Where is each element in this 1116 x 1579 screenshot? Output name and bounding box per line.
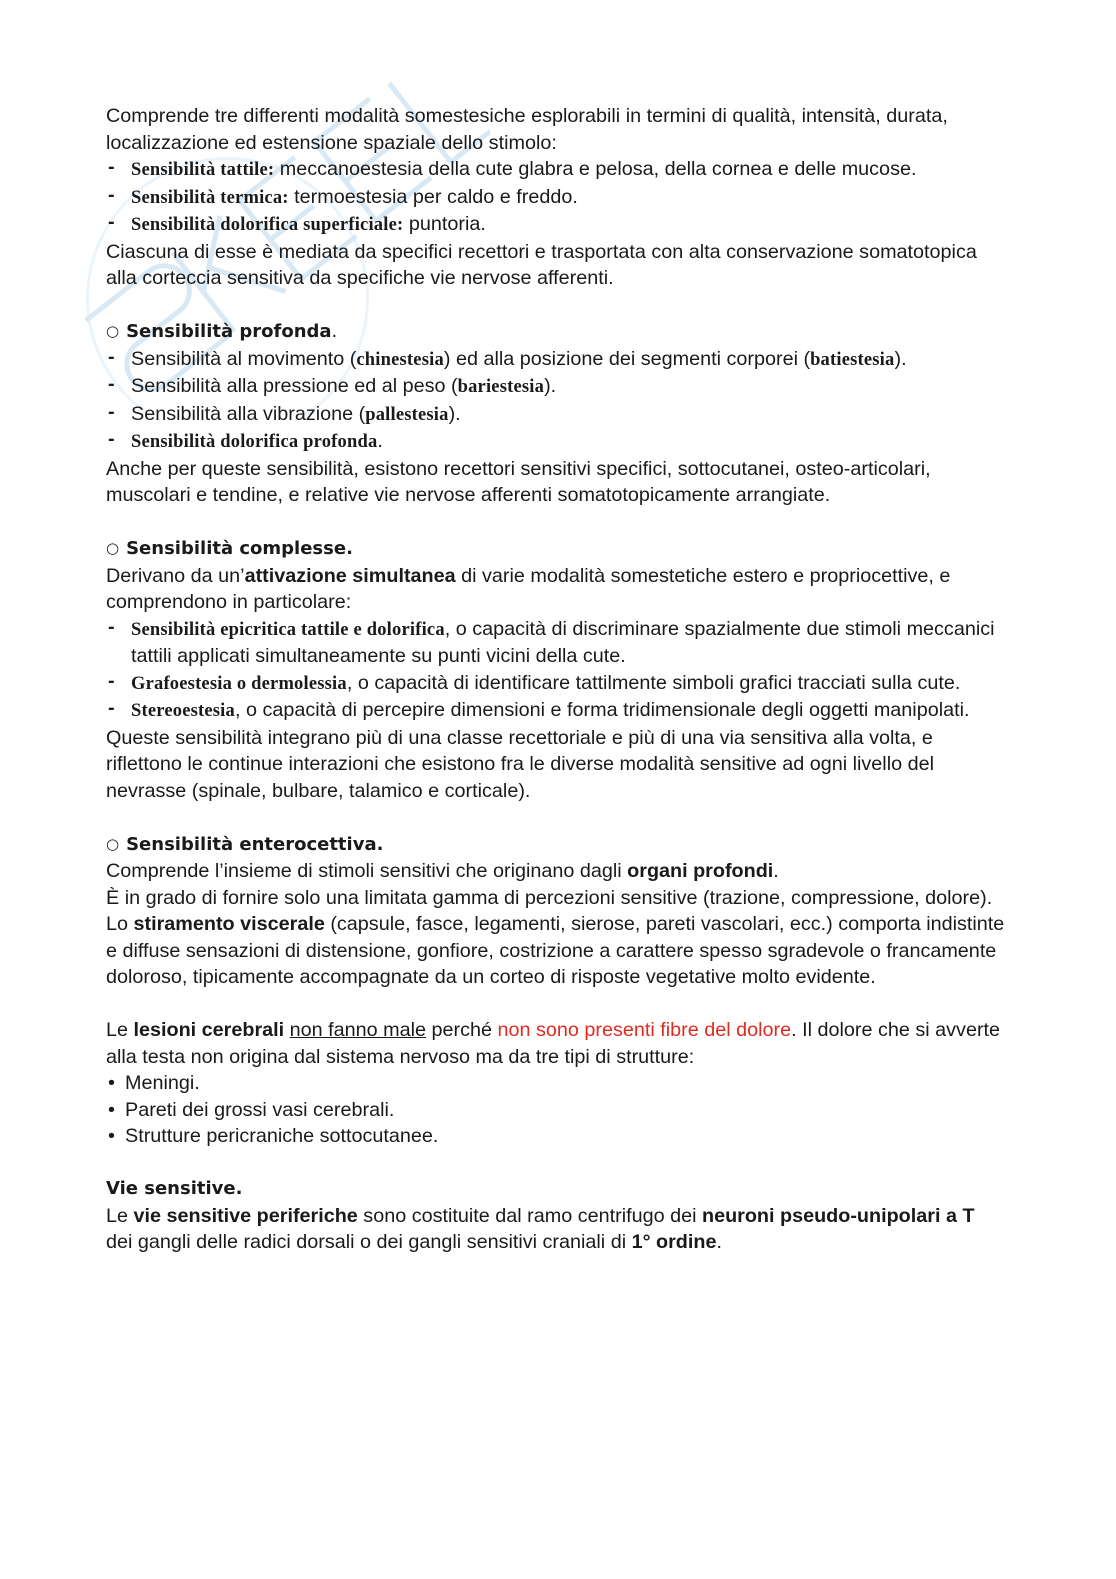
section-heading-profonda: ○ Sensibilità profonda. <box>106 318 1006 346</box>
list-item: • Pareti dei grossi vasi cerebrali. <box>106 1097 1006 1124</box>
intro-closing: Ciascuna di esse è mediata da specifici recettori e trasportata con alta conservazione somatotopica alla corteccia sensitiva da specifiche vie nervose afferenti. <box>106 240 977 289</box>
list-item: - Sensibilità termica: termoestesia per caldo e freddo. <box>106 184 1006 212</box>
circle-bullet-icon: ○ <box>106 322 120 340</box>
complesse-closing: Queste sensibilità integrano più di una classe recettoriale e più di una via sensitiva alla volta, e riflettono le continue interazioni che esistono fra le diverse modalità sensitive ad ogni livello del nevrasse (spinale, bulbare, talamico e corticale). <box>106 726 934 802</box>
list-item: - Grafoestesia o dermolessia, o capacità di identificare tattilmente simboli grafici tracciati sulla cute. <box>106 670 1006 698</box>
list-item: - Sensibilità alla vibrazione (pallestesia). <box>106 401 1006 429</box>
intro-paragraph: Comprende tre differenti modalità somestesiche esplorabili in termini di qualità, intensità, durata, localizzazione ed estensione spaziale dello stimolo: <box>106 105 948 154</box>
circle-bullet-icon: ○ <box>106 539 120 557</box>
list-item: - Sensibilità epicritica tattile e dolorifica, o capacità di discriminare spazialmente due stimoli meccanici tattili applicati simultaneamente su punti vicini della cute. <box>106 616 1006 670</box>
section-heading-complesse: ○ Sensibilità complesse. <box>106 535 1006 563</box>
list-item: - Sensibilità dolorifica superficiale: puntoria. <box>106 211 1006 239</box>
list-item: - Stereoestesia, o capacità di percepire dimensioni e forma tridimensionale degli oggetti manipolati. <box>106 697 1006 725</box>
list-item: - Sensibilità dolorifica profonda. <box>106 428 1006 456</box>
list-item: - Sensibilità alla pressione ed al peso (bariestesia). <box>106 373 1006 401</box>
list-item: • Meningi. <box>106 1070 1006 1097</box>
profonda-closing: Anche per queste sensibilità, esistono recettori sensitivi specifici, sottocutanei, osteo-articolari, muscolari e tendine, e relative vie nervose afferenti somatotopicamente arrangiate. <box>106 457 931 506</box>
lesioni-paragraph: Le lesioni cerebrali non fanno male perché non sono presenti fibre del dolore. Il dolore che si avverte alla testa non origina dal sistema nervoso ma da tre tipi di strutture: <box>106 1019 1001 1068</box>
document-body <box>106 103 1006 1256</box>
list-item: - Sensibilità al movimento (chinestesia) ed alla posizione dei segmenti corporei (batiestesia). <box>106 346 1006 374</box>
list-item: - Sensibilità tattile: meccanoestesia della cute glabra e pelosa, della cornea e delle mucose. <box>106 156 1006 184</box>
section-heading-enterocettiva: ○ Sensibilità enterocettiva. <box>106 831 1006 859</box>
circle-bullet-icon: ○ <box>106 834 120 853</box>
complesse-intro: Derivano da un’attivazione simultanea di varie modalità somestetiche estero e propriocettive, e comprendono in particolare: <box>106 564 951 613</box>
enterocettiva-p2: È in grado di fornire solo una limitata gamma di percezioni sensitive (trazione, compressione, dolore). Lo stiramento viscerale (capsule, fasce, legamenti, sierose, pareti vascolari, ecc.) comporta indistinte e diffuse sensazioni di distensione, gonfiore, costrizione a carattere spesso sgradevole o francamente doloroso, tipicamente accompagnate da un corteo di risposte vegetative molto evidente. <box>106 886 1005 988</box>
enterocettiva-p1: Comprende l’insieme di stimoli sensitivi che originano dagli organi profondi. <box>106 860 779 882</box>
section-heading-vie: Vie sensitive. <box>106 1178 243 1199</box>
vie-paragraph: Le vie sensitive periferiche sono costituite dal ramo centrifugo dei neuroni pseudo-unipolari a T dei gangli delle radici dorsali o dei gangli sensitivi craniali di 1° ordine. <box>106 1204 975 1253</box>
list-item: • Strutture pericraniche sottocutanee. <box>106 1123 1006 1150</box>
